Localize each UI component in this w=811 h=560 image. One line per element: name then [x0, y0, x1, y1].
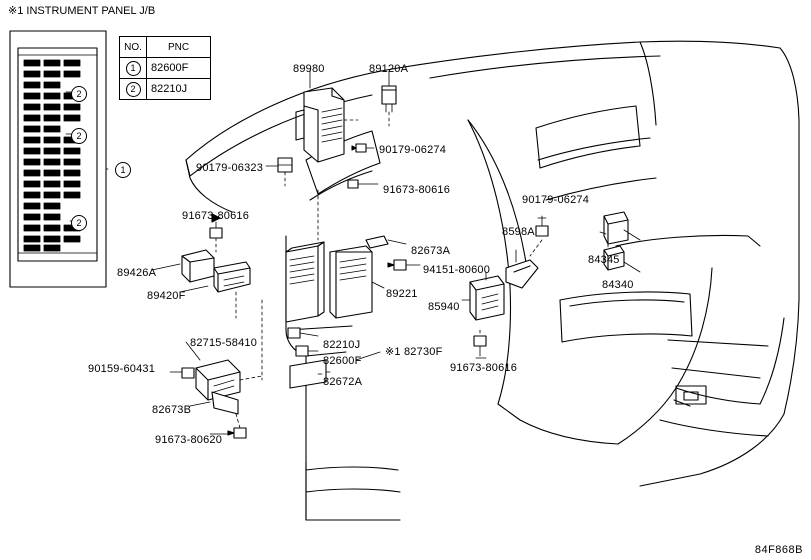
- table-row: [120, 58, 211, 79]
- callout-84345: 84345: [588, 254, 620, 266]
- callout-89221: 89221: [386, 288, 418, 300]
- page-title: ※1 INSTRUMENT PANEL J/B: [8, 5, 156, 17]
- callout-89120A: 89120A: [369, 63, 409, 75]
- callout-82600F: 82600F: [323, 355, 362, 367]
- callout-94151-80600: 94151-80600: [423, 264, 491, 276]
- table-row: [120, 79, 211, 100]
- callout-91673-80616-upper: 91673-80616: [383, 184, 451, 196]
- badge-jb-1: 1: [115, 162, 131, 178]
- circle-number: 1: [126, 61, 141, 76]
- callout-82730F: ※1 82730F: [385, 346, 443, 358]
- circle-number: 2: [126, 82, 141, 97]
- callout-82672A: 82672A: [323, 376, 363, 388]
- callout-82715-58410: 82715-58410: [190, 337, 258, 349]
- callout-89420F: 89420F: [147, 290, 186, 302]
- callout-89980: 89980: [293, 63, 325, 75]
- table-cell-no: [120, 58, 147, 79]
- callout-90179-06323: 90179-06323: [196, 162, 264, 174]
- callout-89426A: 89426A: [117, 267, 157, 279]
- callout-8598A: 8598A: [502, 226, 535, 238]
- table-cell-pnc: 82210J: [147, 79, 211, 100]
- badge-fuse-2a: 2: [71, 86, 87, 102]
- table-cell-no: [120, 79, 147, 100]
- pnc-table: [119, 36, 211, 100]
- callout-90179-06274-upper: 90179-06274: [379, 144, 447, 156]
- badge-fuse-2c: 2: [71, 215, 87, 231]
- callout-91673-80616-left: 91673-80616: [182, 210, 250, 222]
- table-cell-pnc: 82600F: [147, 58, 211, 79]
- callout-82673B: 82673B: [152, 404, 192, 416]
- table-header-no: NO.: [120, 37, 147, 58]
- table-header-row: [120, 37, 211, 58]
- table-header-pnc: PNC: [147, 37, 211, 58]
- badge-fuse-2b: 2: [71, 128, 87, 144]
- callout-91673-80616-lower: 91673-80616: [450, 362, 518, 374]
- callout-82673A: 82673A: [411, 245, 451, 257]
- callout-91673-80620: 91673-80620: [155, 434, 223, 446]
- callout-84340: 84340: [602, 279, 634, 291]
- drawing-code: 84F868B: [754, 544, 803, 556]
- callout-85940: 85940: [428, 301, 460, 313]
- callout-82210J: 82210J: [323, 339, 361, 351]
- callout-90179-06274-right: 90179-06274: [522, 194, 590, 206]
- callout-90159-60431: 90159-60431: [88, 363, 156, 375]
